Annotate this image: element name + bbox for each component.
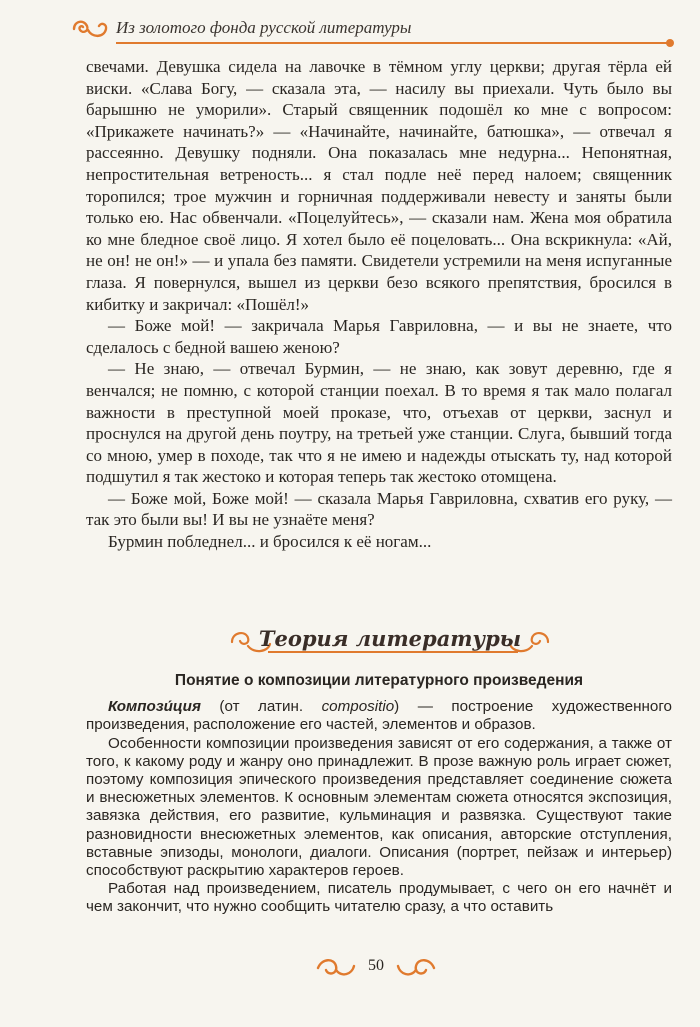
prose-paragraph-1: свечами. Девушка сидела на лавочке в тёмном углу церкви; другая тёрла ей виски. «Слава Богу, — сказала эта, — насилу вы приехали. Чуть было вы барышню не уморили». Старый священник подошёл ко мне с вопросом: «Прикажете начинать?» — «Начинайте, начинайте, батюшка», — отвечал я рассеянно. Девушку подняли. Она показалась мне недурна... Непонятная, непростительная ветреность... я стал подле неё перед налоем; священник торопился; трое мужчин и горничная поддерживали невесту и заняты были только ею. Нас обвенчали. «Поцелуйтесь», — сказали нам. Жена моя обратила ко мне бледное своё лицо. Я хотел было её поцеловать... Она вскрикнула: «Ай, не он! не он!» — и упала без памяти. Свидетели устремили на меня испуганные глаза. Я повернулся, вышел из церкви безо всякого препятствия, бросился в кибитку и закричал: «Пошёл!» [86,57,672,314]
prose-paragraph-2: — Боже мой! — закричала Марья Гавриловна, — и вы не знаете, что сделалось с бедной вашею женою? [86,316,672,357]
term: Компози́ция [108,698,201,716]
section-title: Теория литературы [258,626,522,651]
prose-paragraph-5: Бурмин побледнел... и бросился к её ногам... [108,532,432,552]
prose-paragraph-4: — Боже мой, Боже мой! — сказала Марья Гавриловна, схватив его руку, — так это были вы! И вы не узнаёте меня? [86,488,672,530]
prose-paragraph-3: — Не знаю, — отвечал Бурмин, — не знаю, как зовут деревню, где я венчался; не помню, с которой станции поехал. В то время я так мало полагал важности в преступной моей проказе, что, отъехав от церкви, заснул и проснулся на другой день поутру, на третьей уже станции. Слуга, бывший тогда со мною, умер в походе, так что я не имею и надежды отыскать ту, над которой подшутил я так жестоко и которая теперь так жестоко отомщена. [86,359,672,487]
theory-heading: Понятие о композиции литературного произведения [174,672,584,689]
theory-paragraph-1: Особенности композиции произведения зависят от его содержания, а также от того, к какому роду и жанру оно принадлежит. В прозе важную роль играет сюжет, поэтому композиция эпического произведения представляет соединение сюжета и внесюжетных элементов. К основным элементам сюжета относятся экспозиция, завязка действия, его развитие, кульминация и развязка. Существуют такие разновидности внесюжетных элементов, как описания, авторские отступления, вставные эпизоды, монологи, диалоги. Описания (портрет, пейзаж и интерьер) способствуют раскрытию характеров героев. [86,734,672,880]
term-rest-1: (от латин. [200,698,322,716]
page-header [70,12,670,46]
theory-paragraph-2: Работая над произведением, писатель продумывает, с чего он его начнёт и чем закончит, что нужно сообщить читателю сразу, а что оставить [86,880,672,916]
header-rule-end [666,39,674,47]
scroll-ornament-icon [70,16,110,42]
header-rule [116,42,670,44]
term-latin: compositio [321,698,395,716]
definition-paragraph [86,698,672,734]
story-text [86,56,672,553]
book-series-title: Из золотого фонда русской литературы [116,18,412,37]
section-banner [228,622,552,660]
swirl-ornament-icon-right [396,956,436,978]
page-number: 50 [368,957,384,974]
term-rest-2: ) — построение художественного произведения, расположение его частей, элементов и образов. [86,698,672,734]
page-footer [316,954,436,980]
theory-block [86,672,672,917]
